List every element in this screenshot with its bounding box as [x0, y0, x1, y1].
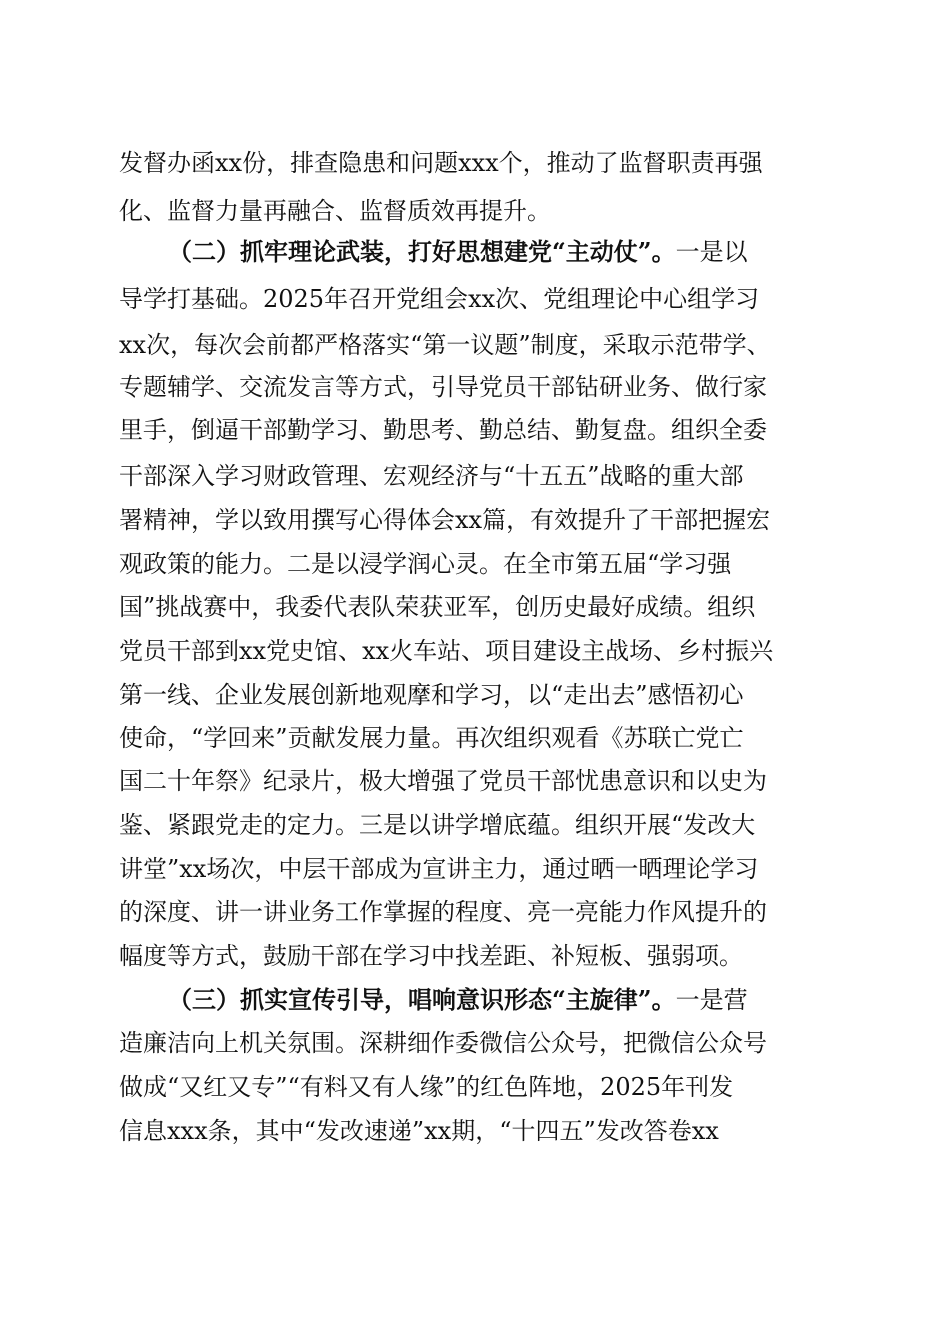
text-line: 国”挑战赛中，我委代表队荣获亚军，创历史最好成绩。组织 [119, 593, 756, 621]
text-line: 讲堂”xx场次，中层干部成为宣讲主力，通过晒一晒理论学习 [119, 855, 759, 883]
text-line: 发督办函xx份，排查隐患和问题xxx个，推动了监督职责再强 [119, 149, 763, 177]
text-run: 一是营 [675, 986, 748, 1014]
text-line: 造廉洁向上机关氛围。深耕细作委微信公众号，把微信公众号 [119, 1029, 767, 1057]
text-line: 幅度等方式，鼓励干部在学习中找差距、补短板、强弱项。 [119, 942, 743, 970]
text-line: 的深度、讲一讲业务工作掌握的程度、亮一亮能力作风提升的 [119, 898, 767, 926]
section-heading-3: （三）抓实宣传引导，唱响意识形态“主旋律”。 [168, 985, 676, 1014]
text-line: 里手，倒逼干部勤学习、勤思考、勤总结、勤复盘。组织全委 [119, 416, 767, 444]
text-line: 观政策的能力。二是以浸学润心灵。在全市第五届“学习强 [119, 550, 732, 578]
section-heading-2: （二）抓牢理论武装，打好思想建党“主动仗”。 [168, 237, 676, 266]
text-line: 专题辅学、交流发言等方式，引导党员干部钻研业务、做行家 [119, 373, 767, 401]
text-line: 导学打基础。2025年召开党组会xx次、党组理论中心组学习 [119, 285, 760, 313]
text-line [168, 985, 950, 1015]
text-line: 使命，“学回来”贡献发展力量。再次组织观看《苏联亡党亡 [119, 724, 744, 752]
text-line: 国二十年祭》纪录片，极大增强了党员干部忧患意识和以史为 [119, 767, 767, 795]
text-line: 署精神，学以致用撰写心得体会xx篇，有效提升了干部把握宏 [119, 506, 771, 534]
text-line [168, 237, 950, 267]
text-line: 第一线、企业发展创新地观摩和学习，以“走出去”感悟初心 [119, 681, 744, 709]
text-line: xx次，每次会前都严格落实“第一议题”制度，采取示范带学、 [119, 331, 771, 359]
text-run: 一是以 [675, 238, 748, 266]
text-line: 干部深入学习财政管理、宏观经济与“十五五”战略的重大部 [119, 462, 744, 490]
text-line: 做成“又红又专”“有料又有人缘”的红色阵地，2025年刊发 [119, 1073, 734, 1101]
text-line: 化、监督力量再融合、监督质效再提升。 [119, 197, 551, 225]
text-line: 党员干部到xx党史馆、xx火车站、项目建设主战场、乡村振兴 [119, 637, 774, 665]
text-line: 鉴、紧跟党走的定力。三是以讲学增底蕴。组织开展“发改大 [119, 811, 756, 839]
text-line: 信息xxx条，其中“发改速递”xx期，“十四五”发改答卷xx [119, 1117, 719, 1145]
